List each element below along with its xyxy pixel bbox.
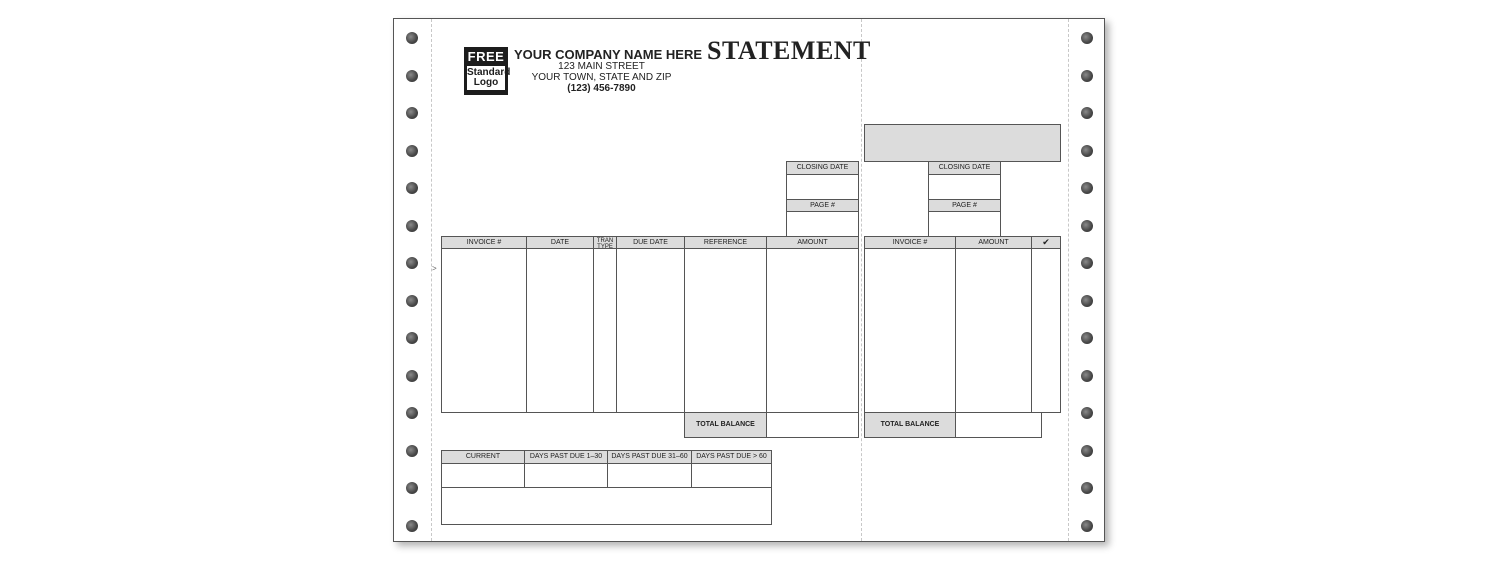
col-divider bbox=[593, 248, 594, 413]
tractor-hole bbox=[406, 445, 418, 457]
tractor-hole bbox=[1081, 370, 1093, 382]
tractor-hole bbox=[406, 295, 418, 307]
aging-1-30-header: DAYS PAST DUE 1–30 bbox=[524, 450, 608, 464]
statement-form bbox=[393, 18, 1105, 542]
col-reference-header: REFERENCE bbox=[684, 236, 767, 249]
tractor-hole bbox=[406, 370, 418, 382]
tractor-hole bbox=[1081, 482, 1093, 494]
total-balance-label: TOTAL BALANCE bbox=[684, 412, 767, 438]
left-perforation bbox=[431, 19, 432, 541]
col-divider bbox=[684, 248, 685, 413]
tractor-hole bbox=[1081, 145, 1093, 157]
col-divider bbox=[526, 248, 527, 413]
stub-total-balance-field bbox=[955, 412, 1042, 438]
stub-col-divider bbox=[1031, 248, 1032, 413]
tran-type-bottom: TYPE bbox=[597, 244, 613, 250]
company-street: 123 MAIN STREET bbox=[558, 61, 645, 72]
tractor-hole bbox=[1081, 182, 1093, 194]
aging-row-divider bbox=[441, 487, 772, 488]
tractor-hole bbox=[406, 332, 418, 344]
stub-closing-date-header: CLOSING DATE bbox=[928, 161, 1001, 175]
aging-divider bbox=[691, 463, 692, 488]
checkmark-icon: ✔ bbox=[1031, 236, 1061, 249]
stub-col-amount-header: AMOUNT bbox=[955, 236, 1032, 249]
stub-closing-date-field bbox=[928, 174, 1001, 200]
col-divider bbox=[616, 248, 617, 413]
col-due-date-header: DUE DATE bbox=[616, 236, 685, 249]
col-tran-type-header bbox=[593, 236, 617, 249]
tractor-hole bbox=[1081, 70, 1093, 82]
standard-logo bbox=[464, 47, 511, 95]
logo-free-text: FREE bbox=[467, 49, 505, 64]
tractor-hole bbox=[406, 107, 418, 119]
tractor-hole bbox=[406, 70, 418, 82]
stub-total-balance-label: TOTAL BALANCE bbox=[864, 412, 956, 438]
tractor-hole bbox=[406, 407, 418, 419]
tractor-hole bbox=[1081, 32, 1093, 44]
stub-page-number-header: PAGE # bbox=[928, 199, 1001, 212]
tran-type-top: TRAN bbox=[596, 238, 614, 244]
aging-over-60-header: DAYS PAST DUE > 60 bbox=[691, 450, 772, 464]
tractor-hole bbox=[1081, 445, 1093, 457]
tractor-hole bbox=[1081, 107, 1093, 119]
right-perforation bbox=[1068, 19, 1069, 541]
tractor-hole bbox=[406, 145, 418, 157]
stub-col-divider bbox=[955, 248, 956, 413]
closing-date-field bbox=[786, 174, 859, 200]
tractor-hole bbox=[1081, 520, 1093, 532]
statement-title: STATEMENT bbox=[707, 36, 871, 65]
aging-current-header: CURRENT bbox=[441, 450, 525, 464]
tractor-hole bbox=[406, 182, 418, 194]
closing-date-header: CLOSING DATE bbox=[786, 161, 859, 175]
stub-col-invoice-header: INVOICE # bbox=[864, 236, 956, 249]
tractor-hole bbox=[406, 32, 418, 44]
stub-page-number-field bbox=[928, 211, 1001, 237]
center-perforation bbox=[861, 19, 862, 541]
col-date-header: DATE bbox=[526, 236, 594, 249]
page-number-header: PAGE # bbox=[786, 199, 859, 212]
tractor-hole bbox=[1081, 407, 1093, 419]
page-number-field bbox=[786, 211, 859, 237]
company-name: YOUR COMPANY NAME HERE bbox=[514, 47, 703, 62]
transactions-table bbox=[441, 236, 859, 413]
tractor-hole bbox=[406, 220, 418, 232]
aging-divider bbox=[607, 463, 608, 488]
aging-31-60-header: DAYS PAST DUE 31–60 bbox=[607, 450, 692, 464]
company-city: YOUR TOWN, STATE AND ZIP bbox=[531, 72, 672, 83]
tractor-hole bbox=[406, 482, 418, 494]
tractor-hole bbox=[1081, 332, 1093, 344]
tractor-hole bbox=[1081, 257, 1093, 269]
company-phone: (123) 456-7890 bbox=[567, 83, 636, 94]
tractor-hole bbox=[406, 520, 418, 532]
col-divider bbox=[766, 248, 767, 413]
address-window bbox=[864, 124, 1061, 162]
total-balance-field bbox=[766, 412, 859, 438]
tractor-hole bbox=[406, 257, 418, 269]
tractor-hole bbox=[1081, 295, 1093, 307]
tractor-hole bbox=[1081, 220, 1093, 232]
aging-divider bbox=[524, 463, 525, 488]
col-amount-header: AMOUNT bbox=[766, 236, 859, 249]
margin-marker: > bbox=[432, 264, 437, 273]
logo-standard-text: Standard Logo bbox=[467, 67, 511, 88]
col-invoice-header: INVOICE # bbox=[441, 236, 527, 249]
